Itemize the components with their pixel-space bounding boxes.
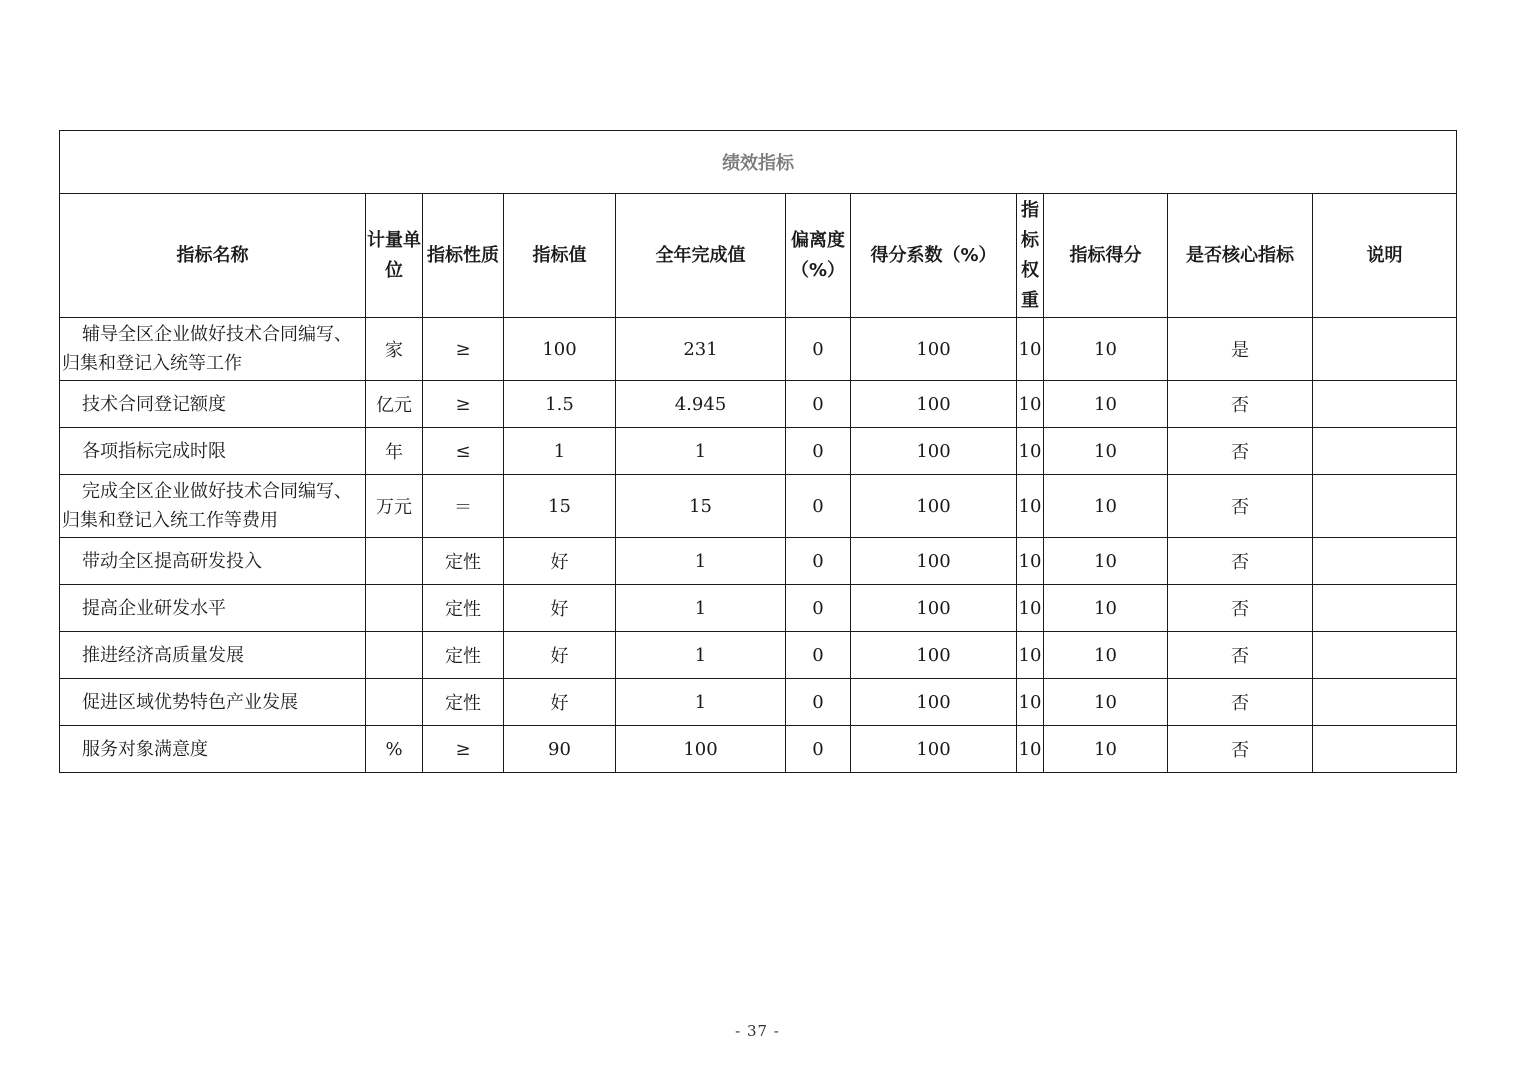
header-annual-actual: 全年完成值 [616,194,786,318]
nature-cell: ≥ [423,381,504,428]
indicator-name-cell [60,318,366,381]
core-cell: 否 [1168,538,1313,585]
nature-cell: 定性 [423,585,504,632]
page-number: - 37 - [735,1022,780,1040]
weight-cell: 10 [1017,585,1044,632]
target-cell: 100 [504,318,616,381]
unit-cell [366,679,423,726]
target-cell: 好 [504,538,616,585]
weight-cell: 10 [1017,428,1044,475]
target-cell: 好 [504,679,616,726]
target-cell: 90 [504,726,616,773]
indicator-name-cell [60,475,366,538]
indicator-name-cell [60,632,366,679]
performance-indicator-table [59,130,1457,773]
header-note: 说明 [1313,194,1457,318]
table-row [60,428,1457,475]
coefficient-cell: 100 [851,585,1017,632]
weight-cell: 10 [1017,632,1044,679]
nature-cell: 定性 [423,632,504,679]
score-cell: 10 [1044,428,1168,475]
table-row [60,679,1457,726]
indicator-name-cell [60,538,366,585]
deviation-cell: 0 [786,538,851,585]
actual-cell: 100 [616,726,786,773]
indicator-name: 服务对象满意度 [82,738,208,760]
note-cell [1313,585,1457,632]
actual-cell: 4.945 [616,381,786,428]
indicator-name-cell [60,679,366,726]
core-cell: 否 [1168,632,1313,679]
coefficient-cell: 100 [851,475,1017,538]
unit-cell: % [366,726,423,773]
core-cell: 否 [1168,381,1313,428]
header-unit: 计量单位 [366,194,423,318]
indicator-name-cell [60,726,366,773]
coefficient-cell: 100 [851,679,1017,726]
table-row [60,318,1457,381]
weight-cell: 10 [1017,318,1044,381]
score-cell: 10 [1044,726,1168,773]
indicator-name-cell [60,428,366,475]
score-cell: 10 [1044,585,1168,632]
score-cell: 10 [1044,318,1168,381]
table-title: 绩效指标 [60,131,1457,194]
nature-cell: ≥ [423,318,504,381]
actual-cell: 15 [616,475,786,538]
nature-cell: ≤ [423,428,504,475]
note-cell [1313,475,1457,538]
unit-cell: 亿元 [366,381,423,428]
actual-cell: 1 [616,585,786,632]
table-row [60,726,1457,773]
coefficient-cell: 100 [851,381,1017,428]
note-cell [1313,428,1457,475]
indicator-name-cell [60,585,366,632]
score-cell: 10 [1044,679,1168,726]
target-cell: 好 [504,632,616,679]
nature-cell: ＝ [423,475,504,538]
table-row [60,632,1457,679]
actual-cell: 1 [616,538,786,585]
actual-cell: 231 [616,318,786,381]
table-row [60,585,1457,632]
table-header-row [60,194,1457,318]
target-cell: 1 [504,428,616,475]
nature-cell: 定性 [423,679,504,726]
header-weight: 指标权重 [1017,194,1044,318]
deviation-cell: 0 [786,475,851,538]
note-cell [1313,381,1457,428]
coefficient-cell: 100 [851,318,1017,381]
indicator-name: 完成全区企业做好技术合同编写、归集和登记入统工作等费用 [62,481,352,531]
core-cell: 否 [1168,585,1313,632]
weight-cell: 10 [1017,475,1044,538]
core-cell: 是 [1168,318,1313,381]
table-title-row [60,131,1457,194]
nature-cell: ≥ [423,726,504,773]
score-cell: 10 [1044,381,1168,428]
table-row [60,538,1457,585]
indicator-name: 技术合同登记额度 [82,393,226,415]
header-score-coefficient: 得分系数（%） [851,194,1017,318]
note-cell [1313,318,1457,381]
coefficient-cell: 100 [851,428,1017,475]
score-cell: 10 [1044,538,1168,585]
coefficient-cell: 100 [851,632,1017,679]
header-core-indicator: 是否核心指标 [1168,194,1313,318]
core-cell: 否 [1168,679,1313,726]
indicator-name: 促进区域优势特色产业发展 [82,691,298,713]
deviation-cell: 0 [786,381,851,428]
table-row [60,475,1457,538]
actual-cell: 1 [616,679,786,726]
target-cell: 15 [504,475,616,538]
unit-cell: 万元 [366,475,423,538]
header-nature: 指标性质 [423,194,504,318]
deviation-cell: 0 [786,585,851,632]
core-cell: 否 [1168,726,1313,773]
indicator-name-cell [60,381,366,428]
deviation-cell: 0 [786,428,851,475]
unit-cell: 年 [366,428,423,475]
actual-cell: 1 [616,428,786,475]
note-cell [1313,632,1457,679]
weight-cell: 10 [1017,679,1044,726]
core-cell: 否 [1168,428,1313,475]
coefficient-cell: 100 [851,726,1017,773]
indicator-name: 提高企业研发水平 [82,597,226,619]
indicator-name: 辅导全区企业做好技术合同编写、归集和登记入统等工作 [62,324,352,374]
note-cell [1313,538,1457,585]
header-indicator-score: 指标得分 [1044,194,1168,318]
weight-cell: 10 [1017,726,1044,773]
target-cell: 1.5 [504,381,616,428]
unit-cell [366,585,423,632]
coefficient-cell: 100 [851,538,1017,585]
weight-cell: 10 [1017,538,1044,585]
header-deviation: 偏离度（%） [786,194,851,318]
note-cell [1313,679,1457,726]
nature-cell: 定性 [423,538,504,585]
indicator-name: 带动全区提高研发投入 [82,550,262,572]
unit-cell [366,632,423,679]
deviation-cell: 0 [786,726,851,773]
weight-cell: 10 [1017,381,1044,428]
header-indicator-name: 指标名称 [60,194,366,318]
actual-cell: 1 [616,632,786,679]
unit-cell: 家 [366,318,423,381]
indicator-name: 各项指标完成时限 [82,440,226,462]
deviation-cell: 0 [786,318,851,381]
unit-cell [366,538,423,585]
core-cell: 否 [1168,475,1313,538]
score-cell: 10 [1044,632,1168,679]
score-cell: 10 [1044,475,1168,538]
note-cell [1313,726,1457,773]
target-cell: 好 [504,585,616,632]
header-target-value: 指标值 [504,194,616,318]
table-row [60,381,1457,428]
deviation-cell: 0 [786,632,851,679]
deviation-cell: 0 [786,679,851,726]
indicator-name: 推进经济高质量发展 [82,644,244,666]
